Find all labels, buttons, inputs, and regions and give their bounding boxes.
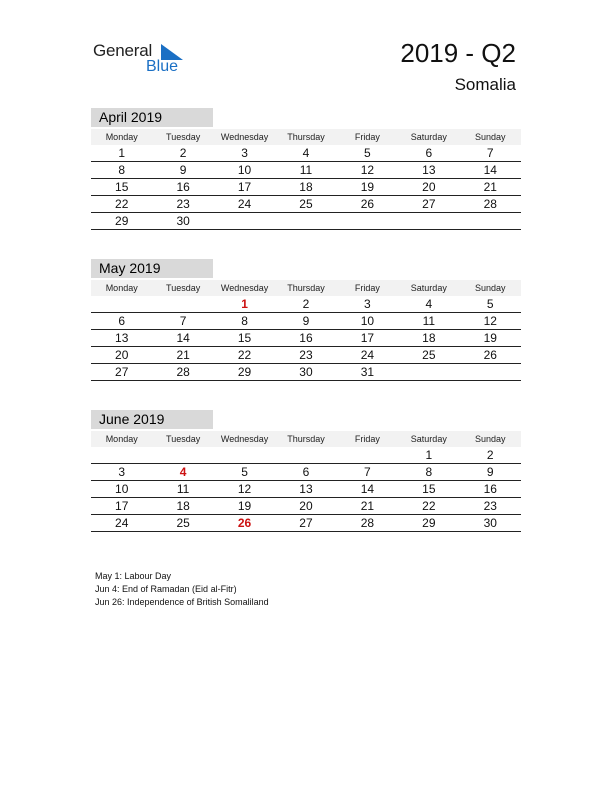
weekday-label: Thursday: [275, 431, 336, 447]
day-cell: 17: [214, 179, 275, 196]
day-cell: 10: [337, 313, 398, 330]
day-cell: 18: [152, 498, 213, 515]
day-cell: 2: [460, 447, 521, 464]
weekday-label: Monday: [91, 431, 152, 447]
day-cell: 8: [91, 162, 152, 179]
day-cell: [337, 213, 398, 230]
calendar-table: [91, 129, 521, 230]
day-cell: [275, 447, 336, 464]
holiday-day-cell: 26: [214, 515, 275, 532]
day-cell: 27: [275, 515, 336, 532]
day-cell: 24: [337, 347, 398, 364]
day-cell: 23: [152, 196, 213, 213]
day-cell: [337, 447, 398, 464]
month-title: May 2019: [91, 259, 213, 278]
weekday-label: Friday: [337, 280, 398, 296]
day-cell: 22: [91, 196, 152, 213]
page-title: 2019 - Q2: [400, 38, 516, 68]
day-cell: [152, 447, 213, 464]
day-cell: 30: [275, 364, 336, 381]
day-cell: 8: [398, 464, 459, 481]
day-cell: 29: [91, 213, 152, 230]
day-cell: 25: [152, 515, 213, 532]
brand-logo: [93, 40, 193, 80]
month-june: [91, 410, 521, 532]
day-cell: 18: [398, 330, 459, 347]
week-row: [91, 481, 521, 498]
day-cell: 28: [152, 364, 213, 381]
weekday-label: Saturday: [398, 431, 459, 447]
day-cell: 3: [337, 296, 398, 313]
day-cell: 20: [398, 179, 459, 196]
day-cell: 7: [152, 313, 213, 330]
day-cell: 20: [275, 498, 336, 515]
day-cell: 4: [398, 296, 459, 313]
holiday-notes: [95, 570, 269, 609]
weekday-label: Wednesday: [214, 129, 275, 145]
day-cell: 23: [460, 498, 521, 515]
week-row: [91, 364, 521, 381]
day-cell: 10: [214, 162, 275, 179]
day-cell: 19: [460, 330, 521, 347]
day-cell: 12: [460, 313, 521, 330]
day-cell: 29: [398, 515, 459, 532]
weekday-label: Friday: [337, 129, 398, 145]
month-title: April 2019: [91, 108, 213, 127]
day-cell: 30: [460, 515, 521, 532]
week-row: [91, 330, 521, 347]
day-cell: 13: [398, 162, 459, 179]
day-cell: 3: [214, 145, 275, 162]
day-cell: 7: [337, 464, 398, 481]
day-cell: 13: [91, 330, 152, 347]
day-cell: 4: [275, 145, 336, 162]
day-cell: 26: [337, 196, 398, 213]
day-cell: 1: [398, 447, 459, 464]
weekday-label: Sunday: [460, 431, 521, 447]
day-cell: 9: [152, 162, 213, 179]
day-cell: 29: [214, 364, 275, 381]
day-cell: 16: [152, 179, 213, 196]
day-cell: 25: [398, 347, 459, 364]
week-row: [91, 196, 521, 213]
day-cell: 21: [460, 179, 521, 196]
month-title: June 2019: [91, 410, 213, 429]
day-cell: 27: [91, 364, 152, 381]
day-cell: 6: [275, 464, 336, 481]
day-cell: 5: [337, 145, 398, 162]
day-cell: [152, 296, 213, 313]
logo-text-general: General: [93, 41, 153, 60]
day-cell: 17: [337, 330, 398, 347]
calendar-table: [91, 431, 521, 532]
day-cell: [275, 213, 336, 230]
day-cell: 14: [337, 481, 398, 498]
day-cell: 17: [91, 498, 152, 515]
day-cell: 2: [275, 296, 336, 313]
day-cell: 28: [337, 515, 398, 532]
weekday-label: Saturday: [398, 280, 459, 296]
day-cell: 15: [91, 179, 152, 196]
day-cell: [214, 447, 275, 464]
day-cell: 20: [91, 347, 152, 364]
day-cell: 13: [275, 481, 336, 498]
day-cell: 16: [275, 330, 336, 347]
weekday-label: Tuesday: [152, 431, 213, 447]
day-cell: 16: [460, 481, 521, 498]
week-row: [91, 296, 521, 313]
day-cell: 14: [460, 162, 521, 179]
day-cell: 22: [214, 347, 275, 364]
day-cell: 25: [275, 196, 336, 213]
day-cell: 24: [91, 515, 152, 532]
day-cell: 11: [152, 481, 213, 498]
day-cell: 12: [214, 481, 275, 498]
day-cell: 1: [91, 145, 152, 162]
day-cell: 27: [398, 196, 459, 213]
week-row: [91, 213, 521, 230]
week-row: [91, 498, 521, 515]
day-cell: 21: [152, 347, 213, 364]
day-cell: 5: [214, 464, 275, 481]
weekday-label: Wednesday: [214, 431, 275, 447]
weekday-label: Friday: [337, 431, 398, 447]
day-cell: 12: [337, 162, 398, 179]
day-cell: 22: [398, 498, 459, 515]
weekday-label: Sunday: [460, 280, 521, 296]
holiday-day-cell: 4: [152, 464, 213, 481]
weekday-label: Saturday: [398, 129, 459, 145]
weekday-header-row: [91, 431, 521, 447]
weekday-label: Monday: [91, 129, 152, 145]
weekday-label: Tuesday: [152, 129, 213, 145]
day-cell: [460, 364, 521, 381]
week-row: [91, 313, 521, 330]
day-cell: [460, 213, 521, 230]
day-cell: 21: [337, 498, 398, 515]
day-cell: 2: [152, 145, 213, 162]
day-cell: 9: [460, 464, 521, 481]
country-name: Somalia: [454, 75, 516, 94]
month-may: [91, 259, 521, 381]
holiday-note: May 1: Labour Day: [95, 571, 172, 581]
weekday-label: Monday: [91, 280, 152, 296]
day-cell: 6: [398, 145, 459, 162]
day-cell: [398, 364, 459, 381]
day-cell: [214, 213, 275, 230]
day-cell: 30: [152, 213, 213, 230]
weekday-label: Wednesday: [214, 280, 275, 296]
day-cell: 31: [337, 364, 398, 381]
day-cell: 14: [152, 330, 213, 347]
day-cell: 3: [91, 464, 152, 481]
day-cell: 6: [91, 313, 152, 330]
week-row: [91, 179, 521, 196]
logo-text-blue: Blue: [146, 58, 179, 75]
day-cell: 8: [214, 313, 275, 330]
week-row: [91, 162, 521, 179]
day-cell: 24: [214, 196, 275, 213]
day-cell: [91, 296, 152, 313]
weekday-header-row: [91, 129, 521, 145]
weekday-label: Tuesday: [152, 280, 213, 296]
day-cell: 28: [460, 196, 521, 213]
day-cell: 15: [398, 481, 459, 498]
holiday-day-cell: 1: [214, 296, 275, 313]
day-cell: 9: [275, 313, 336, 330]
holiday-note: Jun 26: Independence of British Somaliland: [95, 597, 269, 607]
day-cell: 7: [460, 145, 521, 162]
day-cell: [398, 213, 459, 230]
week-row: [91, 347, 521, 364]
week-row: [91, 464, 521, 481]
day-cell: 11: [398, 313, 459, 330]
calendar-table: [91, 280, 521, 381]
day-cell: 26: [460, 347, 521, 364]
day-cell: 23: [275, 347, 336, 364]
holiday-note: Jun 4: End of Ramadan (Eid al-Fitr): [95, 584, 237, 594]
week-row: [91, 145, 521, 162]
weekday-label: Sunday: [460, 129, 521, 145]
day-cell: 11: [275, 162, 336, 179]
week-row: [91, 515, 521, 532]
day-cell: 5: [460, 296, 521, 313]
day-cell: 10: [91, 481, 152, 498]
day-cell: 15: [214, 330, 275, 347]
weekday-label: Thursday: [275, 280, 336, 296]
month-april: [91, 108, 521, 230]
day-cell: 18: [275, 179, 336, 196]
weekday-label: Thursday: [275, 129, 336, 145]
day-cell: 19: [337, 179, 398, 196]
day-cell: 19: [214, 498, 275, 515]
week-row: [91, 447, 521, 464]
weekday-header-row: [91, 280, 521, 296]
day-cell: [91, 447, 152, 464]
